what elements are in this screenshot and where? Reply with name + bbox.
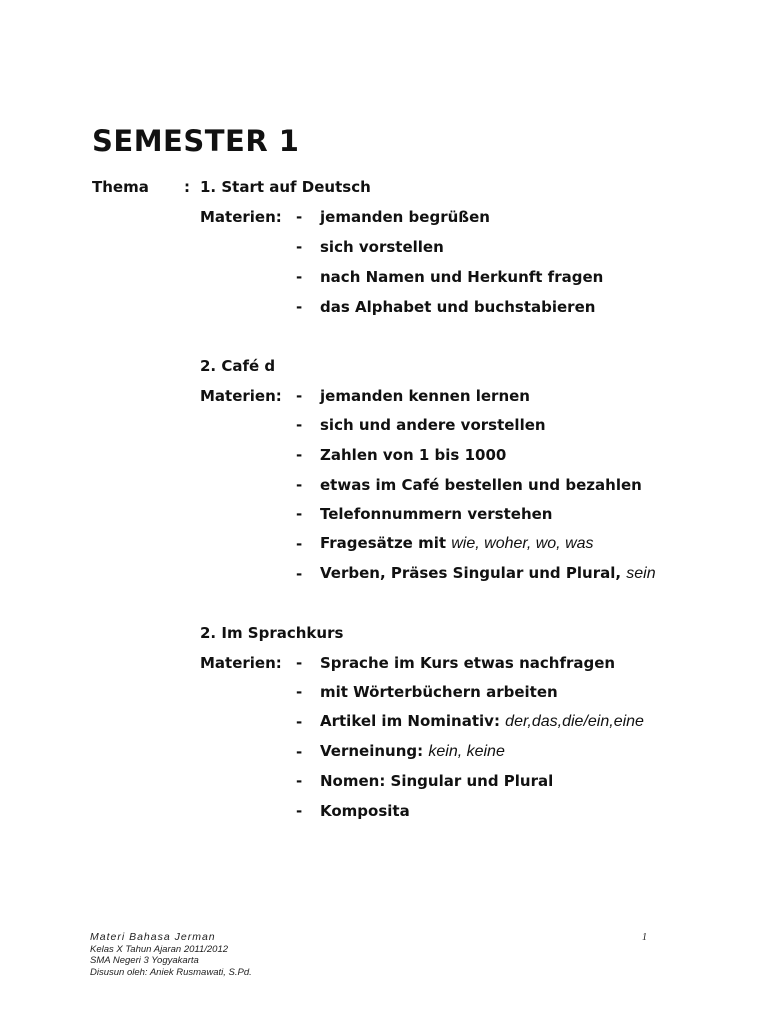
list-item: Verneinung: kein, keine [320, 742, 505, 760]
materien-label: Materien: [200, 654, 282, 672]
item-dash: - [296, 743, 303, 761]
footer-line-1: Materi Bahasa Jerman [90, 931, 216, 943]
list-item: jemanden begrüßen [320, 208, 490, 226]
list-item: Verben, Präses Singular und Plural, sein [320, 564, 656, 582]
item-dash: - [296, 446, 303, 464]
list-item: jemanden kennen lernen [320, 387, 530, 405]
italic-term: sein [626, 565, 656, 582]
list-item: Fragesätze mit wie, woher, wo, was [320, 534, 594, 552]
footer-line-4: Disusun oleh: Aniek Rusmawati, S.Pd. [90, 966, 252, 978]
item-dash: - [296, 298, 303, 316]
unit-2-title: 2. Café d [200, 357, 276, 375]
item-dash: - [296, 713, 303, 731]
footer-line-3: SMA Negeri 3 Yogyakarta [90, 955, 199, 966]
thema-colon: : [184, 178, 190, 196]
italic-term: wie, woher, wo, was [451, 535, 594, 552]
list-item: Telefonnummern verstehen [320, 505, 553, 523]
list-item: nach Namen und Herkunft fragen [320, 268, 604, 286]
footer [90, 932, 252, 978]
item-dash: - [296, 238, 303, 256]
list-item: sich vorstellen [320, 238, 444, 256]
item-dash: - [296, 772, 303, 790]
list-item: Komposita [320, 802, 410, 820]
item-dash: - [296, 268, 303, 286]
page-number: 1 [642, 932, 647, 943]
item-dash: - [296, 505, 303, 523]
item-dash: - [296, 416, 303, 434]
item-dash: - [296, 535, 303, 553]
list-item: Artikel im Nominativ: der,das,die/ein,eine [320, 712, 644, 730]
item-dash: - [296, 683, 303, 701]
unit-3-title: 2. Im Sprachkurs [200, 624, 344, 642]
list-item: Zahlen von 1 bis 1000 [320, 446, 507, 464]
footer-line-2: Kelas X Tahun Ajaran 2011/2012 [90, 943, 229, 955]
page-title: SEMESTER 1 [92, 124, 300, 158]
item-dash: - [296, 565, 303, 583]
list-item: Sprache im Kurs etwas nachfragen [320, 654, 616, 672]
item-dash: - [296, 476, 303, 494]
list-item: Nomen: Singular und Plural [320, 772, 554, 790]
italic-term: der,das,die/ein,eine [505, 713, 644, 730]
list-item: etwas im Café bestellen und bezahlen [320, 476, 642, 494]
item-dash: - [296, 208, 303, 226]
list-item: das Alphabet und buchstabieren [320, 298, 596, 316]
unit-1-title: 1. Start auf Deutsch [200, 178, 371, 196]
italic-term: kein, keine [428, 743, 505, 760]
thema-label: Thema [92, 178, 149, 196]
list-item: mit Wörterbüchern arbeiten [320, 683, 558, 701]
list-item: sich und andere vorstellen [320, 416, 546, 434]
item-dash: - [296, 654, 303, 672]
materien-label: Materien: [200, 208, 282, 226]
item-dash: - [296, 387, 303, 405]
item-dash: - [296, 802, 303, 820]
materien-label: Materien: [200, 387, 282, 405]
